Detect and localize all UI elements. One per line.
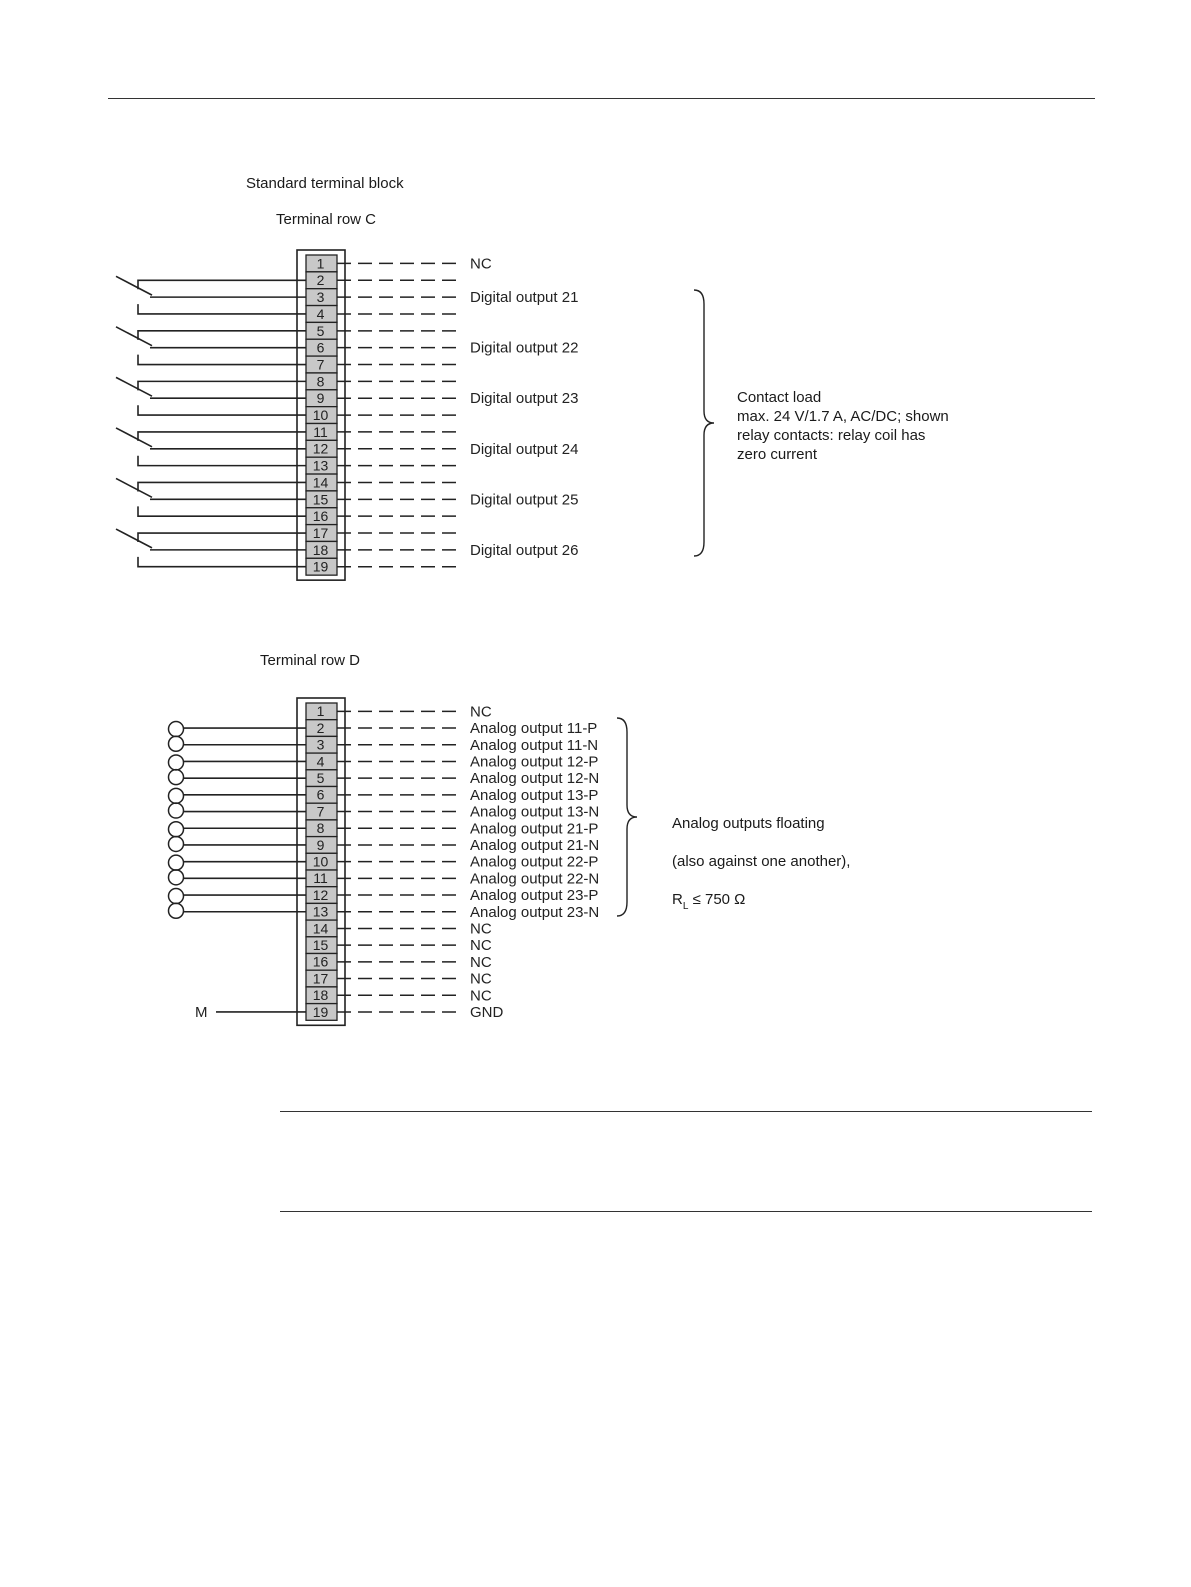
rl-symbol: R: [672, 891, 683, 908]
row-d-label: Analog output 12-N: [470, 770, 600, 788]
relay-contact-26: [116, 529, 306, 567]
source-circle-lower: [169, 870, 184, 885]
row-c-terminal-number: 12: [312, 440, 329, 457]
row-d-label: GND: [470, 1003, 504, 1021]
row-d-terminal-number: 11: [313, 870, 328, 887]
row-d-label: NC: [470, 937, 492, 955]
row-c-label: Digital output 23: [470, 390, 579, 408]
row-d-terminal-number: 18: [312, 987, 329, 1004]
row-c-terminal-number: 8: [316, 373, 325, 390]
row-d-terminal-number: 5: [316, 770, 325, 786]
rl-subscript: L: [682, 901, 689, 912]
source-circle-upper: [169, 722, 184, 737]
row-d-label: NC: [470, 920, 492, 938]
row-d-terminal-number: 3: [316, 736, 325, 753]
relay-no-wire: [138, 456, 306, 466]
row-d-label: Analog output 23-P: [470, 887, 599, 905]
row-c-terminal-number: 9: [316, 390, 325, 407]
block-title: Standard terminal block: [246, 175, 404, 192]
rl-value: ≤ 750 Ω: [688, 891, 746, 908]
relay-nc-wire: [138, 533, 306, 542]
relay-switch-arm: [116, 377, 152, 396]
analog-note-line1: Analog outputs floating: [672, 815, 825, 832]
relay-switch-arm: [116, 276, 152, 295]
row-d-label: Analog output 13-P: [470, 786, 599, 804]
row-d-terminal-number: 7: [316, 803, 325, 820]
row-d-terminal-number: 4: [316, 753, 325, 770]
row-c-terminal-number: 13: [312, 457, 329, 474]
terminal-row-c: [116, 250, 714, 580]
row-d-label: Analog output 22-P: [470, 853, 599, 871]
row-c-terminal-number: 18: [312, 541, 329, 558]
source-circle-lower: [169, 836, 184, 851]
row-d-terminal-number: 2: [316, 719, 325, 736]
row-c-terminal-number: 4: [316, 305, 325, 322]
relay-switch-arm: [116, 327, 152, 346]
row-c-terminal-number: 6: [316, 339, 325, 356]
source-circle-lower: [169, 736, 184, 751]
relay-nc-wire: [138, 482, 306, 491]
current-source-1: [169, 722, 307, 752]
row-d-label: NC: [470, 970, 492, 988]
row-d-label: NC: [470, 953, 492, 971]
source-circle-upper: [169, 855, 184, 870]
contact-load-note: Contact load max. 24 V/1.7 A, AC/DC; shown relay contacts: relay coil has zero current: [737, 389, 949, 463]
row-d-terminal-number: 13: [312, 903, 329, 920]
row-d-terminal-number: 16: [312, 953, 329, 970]
row-c-terminal-number: 11: [313, 423, 328, 440]
source-circle-lower: [169, 770, 184, 785]
row-c-label: Digital output 26: [470, 541, 579, 559]
row-d-title: Terminal row D: [260, 652, 361, 669]
row-c-terminal-number: 5: [316, 322, 325, 339]
relay-contact-25: [116, 478, 306, 516]
row-d-label: Analog output 21-N: [470, 836, 600, 854]
row-d-terminal-number: 10: [312, 853, 329, 870]
relay-switch-arm: [116, 428, 152, 447]
source-circle-upper: [169, 822, 184, 837]
analog-note-line2: (also against one another),: [672, 853, 851, 870]
row-c-terminal-number: 3: [316, 289, 325, 306]
row-c-label: Digital output 21: [470, 289, 579, 307]
row-c-terminal-number: 19: [312, 558, 329, 575]
relay-contact-21: [116, 276, 306, 314]
current-source-4: [169, 822, 307, 852]
row-d-label: Analog output 22-N: [470, 870, 600, 888]
row-c-terminal-number: 17: [312, 524, 329, 541]
relay-nc-wire: [138, 381, 306, 390]
relay-no-wire: [138, 304, 306, 314]
relay-contact-24: [116, 428, 306, 466]
row-d-terminal-number: 6: [316, 786, 325, 803]
row-d-terminal-number: 9: [316, 836, 325, 853]
ground-label: M: [195, 1003, 208, 1021]
terminal-row-d: [169, 698, 638, 1025]
current-source-5: [169, 855, 307, 885]
row-c-terminal-number: 10: [312, 407, 329, 423]
relay-contact-22: [116, 327, 306, 365]
row-d-label: Analog output 12-P: [470, 753, 599, 771]
relay-no-wire: [138, 506, 306, 516]
relay-switch-arm: [116, 478, 152, 497]
source-circle-lower: [169, 803, 184, 818]
row-d-terminal-number: 17: [312, 970, 329, 987]
row-d-label: NC: [470, 987, 492, 1005]
relay-switch-arm: [116, 529, 152, 548]
row-c-label: Digital output 22: [470, 339, 579, 357]
row-c-title: Terminal row C: [276, 211, 377, 228]
current-source-6: [169, 889, 307, 919]
row-c-terminal-number: 14: [312, 474, 329, 491]
row-c-label: Digital output 24: [470, 440, 579, 458]
relay-contact-23: [116, 377, 306, 415]
row-d-terminal-number: 12: [312, 886, 329, 903]
relay-nc-wire: [138, 280, 306, 289]
relay-nc-wire: [138, 432, 306, 441]
analog-outputs-brace: [617, 718, 637, 916]
relay-no-wire: [138, 405, 306, 415]
row-d-label: Analog output 23-N: [470, 903, 600, 921]
contact-load-brace: [694, 290, 714, 556]
row-d-terminal-number: 8: [316, 820, 325, 837]
source-circle-lower: [169, 903, 184, 918]
current-source-2: [169, 755, 307, 785]
row-d-terminal-number: 19: [312, 1003, 329, 1020]
row-d-label: Analog output 21-P: [470, 820, 599, 838]
row-d-terminal-number: 15: [312, 937, 329, 953]
row-d-label: Analog output 11-N: [470, 736, 599, 754]
row-d-label: NC: [470, 703, 492, 721]
source-circle-upper: [169, 755, 184, 770]
row-c-label: Digital output 25: [470, 491, 579, 509]
relay-nc-wire: [138, 331, 306, 340]
row-c-terminal-number: 2: [316, 272, 325, 289]
row-c-terminal-number: 1: [316, 255, 325, 272]
row-c-terminal-number: 15: [312, 491, 329, 508]
current-source-3: [169, 788, 307, 818]
row-d-label: Analog output 13-N: [470, 803, 600, 821]
row-c-terminal-number: 16: [312, 508, 329, 525]
row-d-terminal-number: 14: [312, 920, 329, 937]
relay-no-wire: [138, 557, 306, 567]
row-d-label: Analog output 11-P: [470, 720, 598, 738]
source-circle-upper: [169, 889, 184, 904]
source-circle-upper: [169, 788, 184, 803]
relay-no-wire: [138, 355, 306, 365]
row-c-label: NC: [470, 255, 492, 273]
row-d-terminal-number: 1: [316, 703, 325, 720]
row-c-terminal-number: 7: [316, 356, 325, 373]
